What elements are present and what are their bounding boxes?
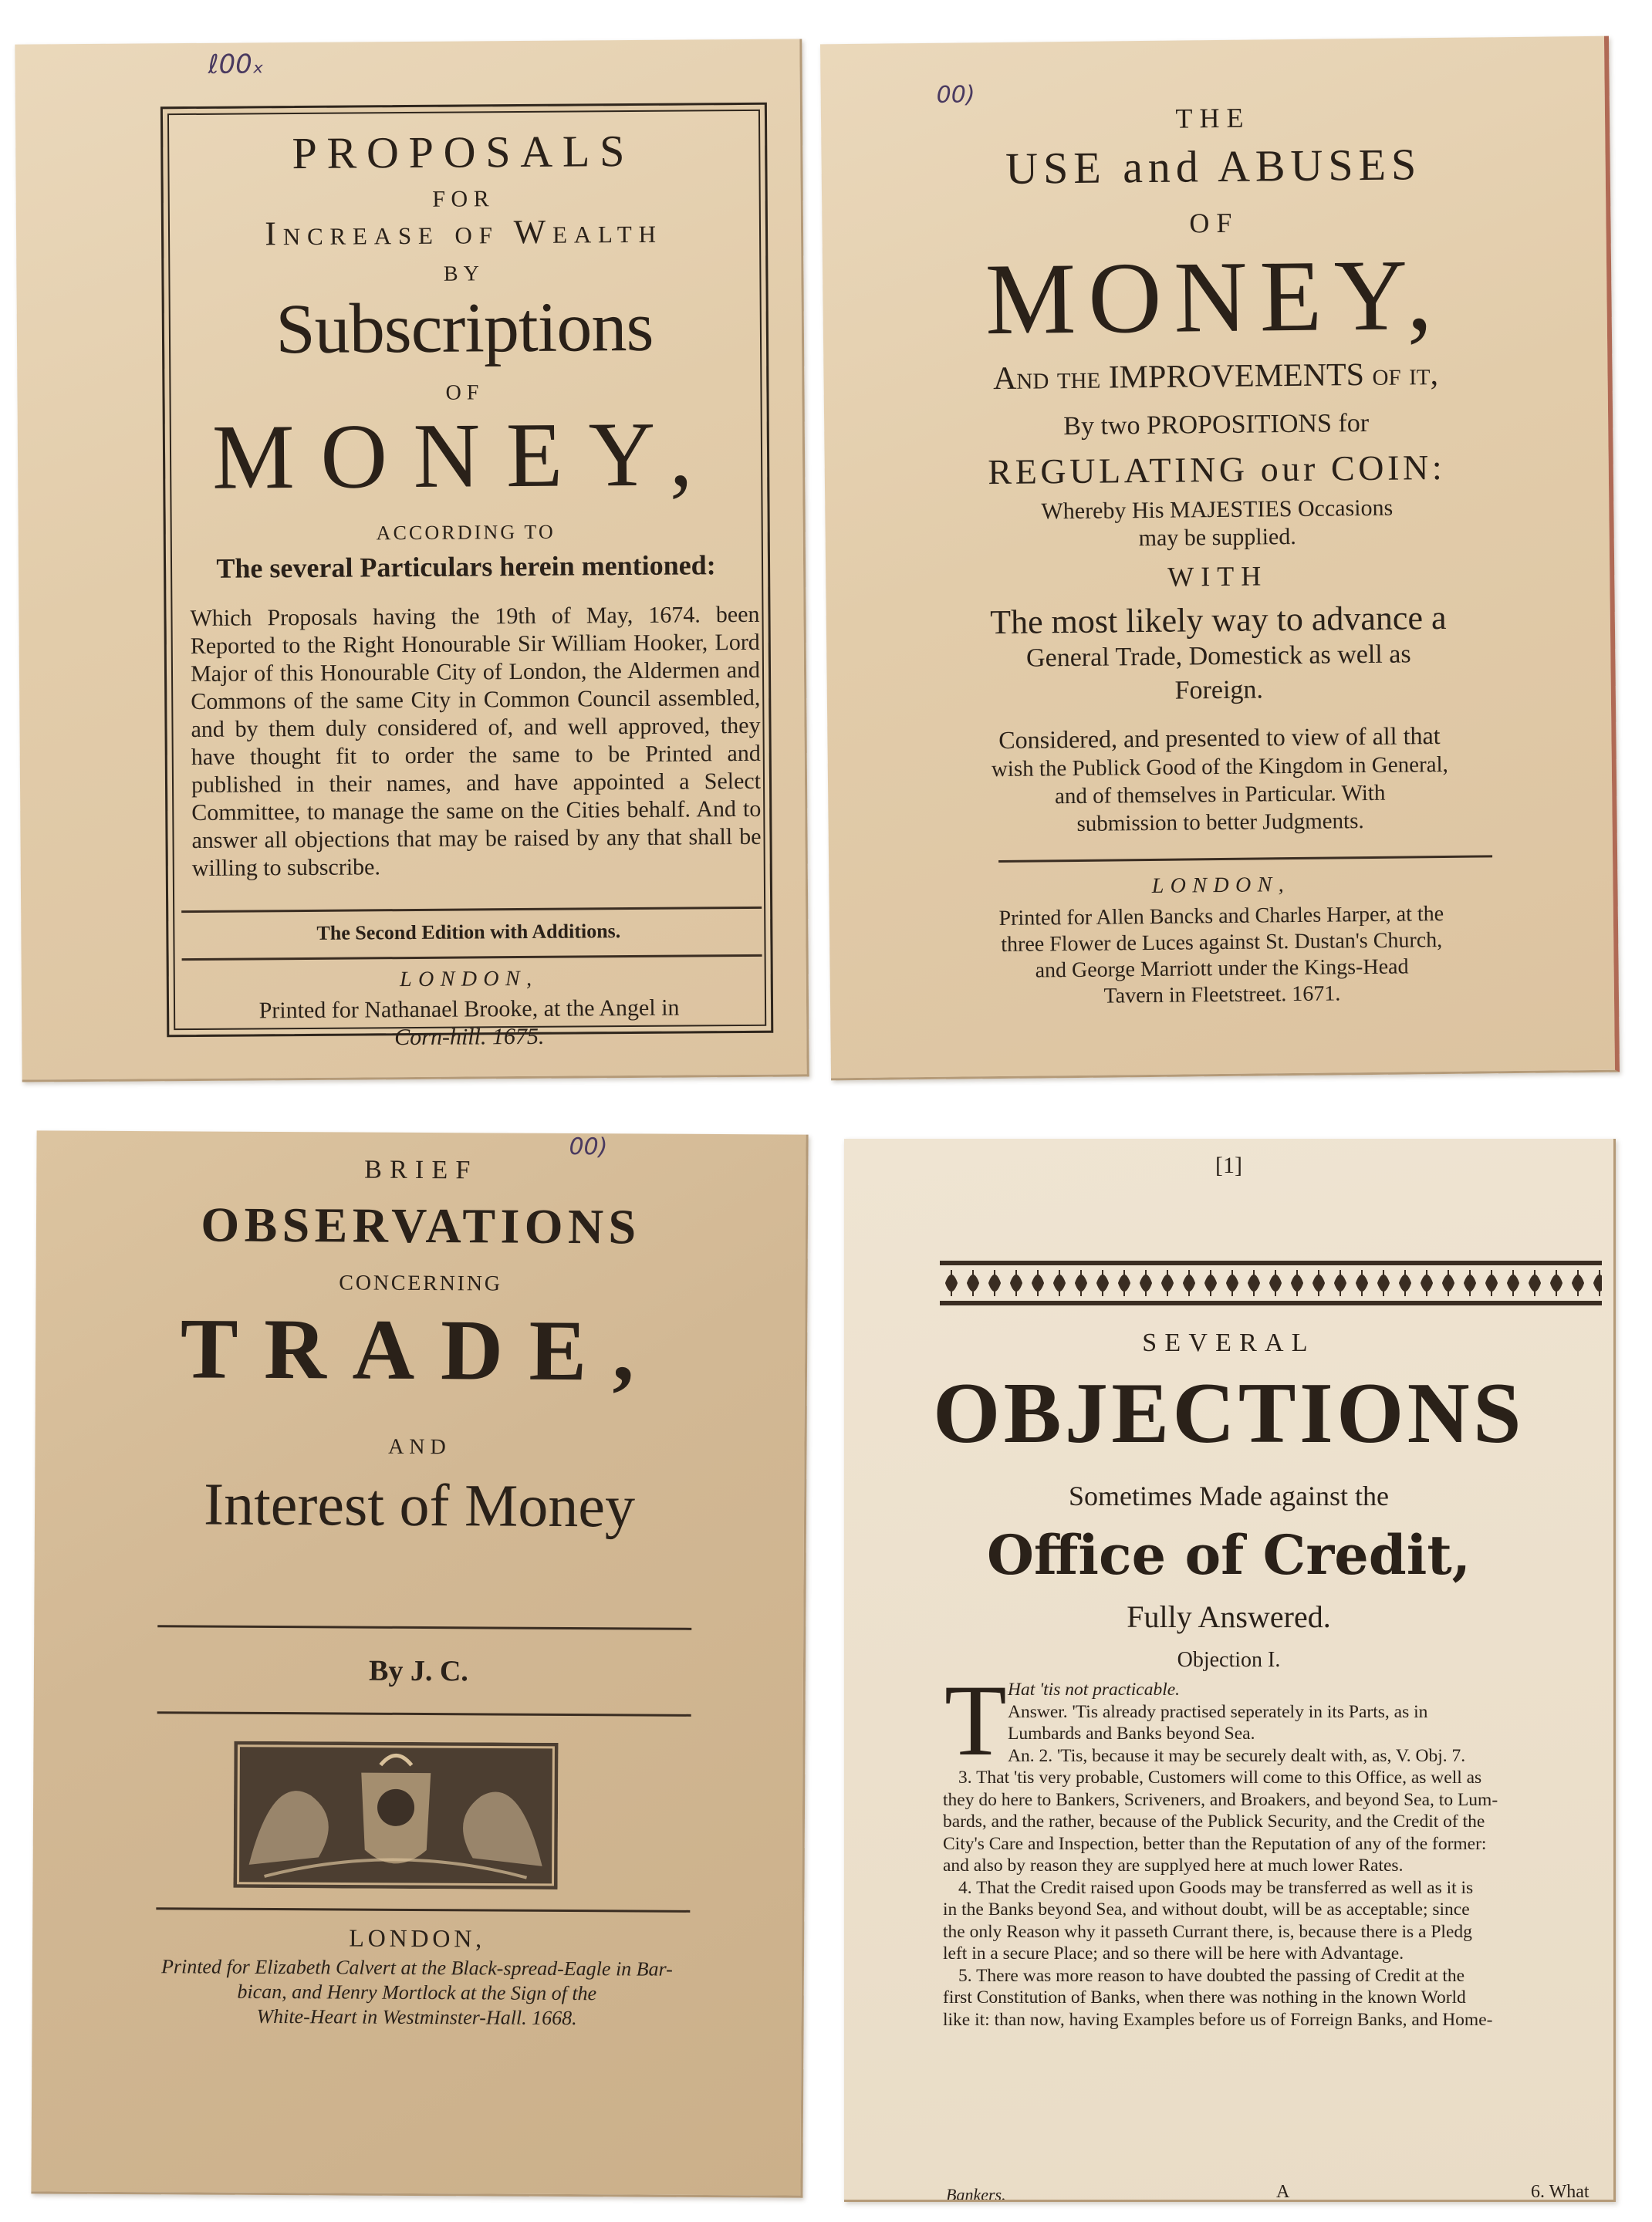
- printers-ornament-band: [940, 1261, 1602, 1305]
- body-line: Hat 'tis not practicable.: [1008, 1680, 1181, 1700]
- whereby-line-2: may be supplied.: [1138, 523, 1296, 552]
- body-line: like it: than now, having Examples before us of Forreign Banks, and Home-: [943, 2009, 1493, 2030]
- body-line: and also by reason they are supplyed here at much lower Rates.: [943, 1856, 1404, 1876]
- pamphlet-use-and-abuses-page: [820, 36, 1620, 1081]
- body-line: bards, and the rather, because of the Publick Security, and the Credit of the: [943, 1812, 1485, 1832]
- likely-way-line-2: General Trade, Domestick as well as: [1025, 640, 1411, 673]
- woodcut-ornament: [233, 1741, 558, 1889]
- regulating-coin: REGULATING our COIN:: [988, 447, 1446, 492]
- imprint-line-2: three Flower de Luces against St. Dustan's Church,: [1001, 928, 1443, 957]
- title-several: SEVERAL: [1142, 1329, 1316, 1357]
- title-of: OF: [445, 380, 485, 405]
- body-line: An. 2. 'Tis, because it may be securely dealt with, as, V. Obj. 7.: [1008, 1745, 1466, 1766]
- objection-heading: Objection I.: [1177, 1648, 1281, 1672]
- imprint-line-2: Corn-hill. 1675.: [394, 1023, 545, 1051]
- page-number: [1]: [1215, 1153, 1242, 1178]
- title-money: MONEY,: [985, 237, 1445, 356]
- body-line: the only Reason why it passeth Currant there, is, because there is a Pledg: [943, 1921, 1472, 1942]
- pamphlet-several-objections-page: [844, 1139, 1616, 2202]
- title-brief: BRIEF: [364, 1155, 478, 1185]
- imprint-city: LONDON,: [1151, 873, 1291, 898]
- imprint-line-1: Printed for Allen Bancks and Charles Harper, at the: [998, 901, 1444, 931]
- divider-rule: [156, 1907, 690, 1913]
- imprint-line-2: bican, and Henry Mortlock at the Sign of the: [237, 1980, 597, 2005]
- handwritten-shelf-mark: ℓ00ₓ: [208, 49, 265, 80]
- drop-cap: T: [944, 1663, 1007, 1777]
- title-observations: OBSERVATIONS: [201, 1197, 641, 1255]
- title-money: MONEY,: [211, 402, 719, 508]
- edition-note: The Second Edition with Additions.: [316, 920, 621, 944]
- title-sometimes: Sometimes Made against the: [1069, 1481, 1389, 1511]
- title-office-of-credit: Office of Credit,: [986, 1523, 1471, 1587]
- body-line: they do here to Bankers, Scriveners, and Broakers, and beyond Sea, to Lum-: [943, 1789, 1498, 1810]
- pamphlet-proposals-page: [15, 39, 809, 1082]
- divider-rule: [998, 855, 1492, 863]
- title-increase-of-wealth: Increase of Wealth: [265, 211, 663, 253]
- title-trade: TRADE,: [180, 1301, 660, 1400]
- title-interest-of-money: Interest of Money: [203, 1470, 636, 1540]
- proposal-body-text: Which Proposals having the 19th of May, 1674. been Reported to the Right Honourable Sir William Hooker, Lord Major of this Honourable City of London, the Aldermen and Commons of the same City in Common Council assembled, and by them duly considered of, and well approved, they have thought fit to order the same to be Printed and published in their names, and have appointed a Select Committee, to manage the same on the Cities behalf. And to answer all objections that may be raised by any that shall be willing to subscribe.: [190, 601, 762, 882]
- body-line: in the Banks beyond Sea, and without doubt, will be as acceptable; since: [943, 1900, 1470, 1920]
- imprint-line-1: Printed for Nathanael Brooke, at the Angel in: [258, 994, 680, 1024]
- pamphlet-brief-observations-page: [31, 1130, 808, 2197]
- title-objections: OBJECTIONS: [933, 1366, 1525, 1461]
- imprint-line-4: Tavern in Fleetstreet. 1671.: [1103, 981, 1341, 1008]
- body-line: first Constitution of Banks, when there was nothing in the known World: [943, 1987, 1466, 2008]
- title-use-and-abuses: USE and ABUSES: [1005, 139, 1422, 194]
- title-for: FOR: [432, 186, 495, 212]
- likely-way-line-1: The most likely way to advance a: [989, 598, 1447, 642]
- title-subscriptions: Subscriptions: [275, 286, 654, 369]
- propositions-line: By two PROPOSITIONS for: [1063, 408, 1370, 441]
- divider-rule: [157, 1711, 691, 1717]
- title-improvements: And the IMPROVEMENTS of it,: [992, 356, 1439, 397]
- title-of: OF: [1189, 207, 1239, 239]
- with-line: WITH: [1167, 560, 1269, 593]
- particulars-line: The several Particulars herein mentioned:: [216, 549, 716, 584]
- body-line: 3. That 'tis very probable, Customers will come to this Office, as well as: [958, 1768, 1482, 1788]
- handwritten-shelf-mark: 00): [936, 81, 975, 109]
- catchword: 6. What: [1531, 2182, 1590, 2202]
- whereby-line-1: Whereby His MAJESTIES Occasions: [1041, 495, 1394, 525]
- likely-way-line-3: Foreign.: [1174, 675, 1264, 705]
- objection-body-text: [943, 1679, 1606, 2031]
- imprint-city: LONDON,: [399, 966, 539, 992]
- body-line: 5. There was more reason to have doubted the passing of Credit at the: [958, 1965, 1465, 1986]
- title-fully-answered: Fully Answered.: [1127, 1599, 1331, 1634]
- author-initials: By J. C.: [368, 1654, 468, 1688]
- considered-line-2: wish the Publick Good of the Kingdom in General,: [991, 751, 1448, 782]
- handwritten-shelf-mark: 00): [569, 1133, 608, 1161]
- signature-mark: A: [1276, 2182, 1290, 2202]
- imprint-line-3: and George Marriott under the Kings-Head: [1035, 954, 1409, 983]
- body-line: Answer. 'Tis already practised seperately in its Parts, as in: [1008, 1701, 1428, 1722]
- body-line: left in a secure Place; and so there will be here with Advantage.: [943, 1943, 1404, 1964]
- title-concerning: CONCERNING: [339, 1271, 502, 1296]
- title-proposals: PROPOSALS: [292, 125, 635, 179]
- title-the: THE: [1175, 102, 1251, 134]
- title-by: BY: [443, 262, 485, 286]
- title-and: AND: [388, 1434, 451, 1460]
- according-to: ACCORDING TO: [376, 520, 556, 545]
- considered-line-3: and of themselves in Particular. With: [1054, 780, 1386, 809]
- body-line: 4. That the Credit raised upon Goods may be transferred as well as it is: [958, 1877, 1474, 1898]
- imprint-line-1: Printed for Elizabeth Calvert at the Black-spread-Eagle in Bar-: [160, 1955, 673, 1981]
- catch-left: Bankers.: [946, 2185, 1006, 2202]
- considered-line-1: Considered, and presented to view of all that: [998, 721, 1441, 755]
- body-line: City's Care and Inspection, better than the Reputation of any of the former:: [943, 1833, 1487, 1854]
- imprint-city: LONDON,: [349, 1923, 486, 1953]
- considered-line-4: submission to better Judgments.: [1076, 809, 1364, 836]
- divider-rule: [157, 1625, 691, 1630]
- imprint-line-3: White-Heart in Westminster-Hall. 1668.: [256, 2004, 577, 2030]
- body-line: Lumbards and Banks beyond Sea.: [1008, 1724, 1255, 1744]
